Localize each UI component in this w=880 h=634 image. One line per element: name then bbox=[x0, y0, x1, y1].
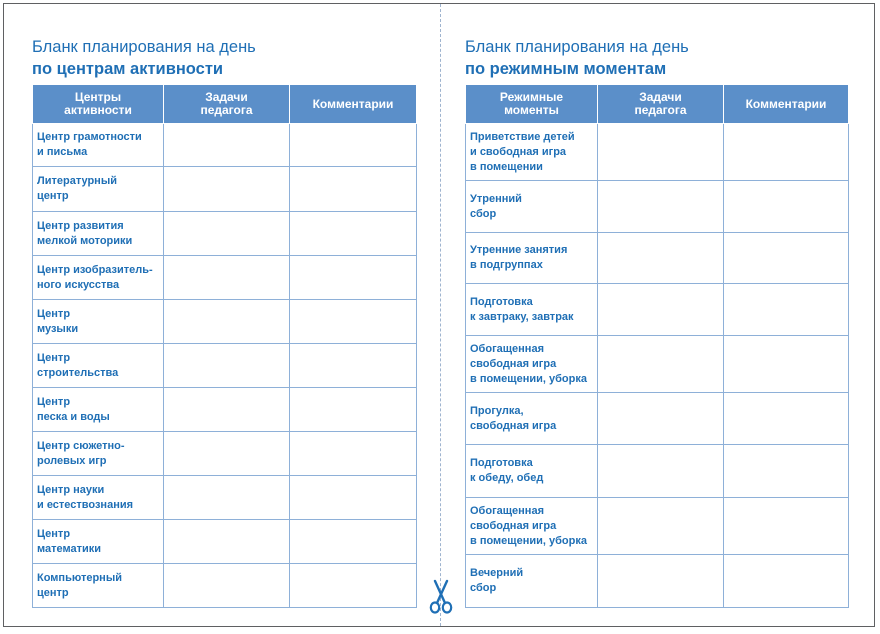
fold-line bbox=[440, 4, 441, 626]
table-row bbox=[466, 336, 849, 393]
table-row bbox=[33, 256, 417, 300]
row-label: Литературный центр bbox=[33, 167, 164, 212]
comments-cell[interactable] bbox=[724, 498, 849, 555]
row-label: Центр сюжетно- ролевых игр bbox=[33, 432, 164, 476]
row-label: Центр математики bbox=[33, 520, 164, 564]
row-label: Обогащенная свободная игра в помещении, уборка bbox=[466, 336, 598, 393]
tasks-cell[interactable] bbox=[164, 212, 290, 256]
table-row bbox=[466, 498, 849, 555]
row-label: Центр развития мелкой моторики bbox=[33, 212, 164, 256]
comments-cell[interactable] bbox=[724, 445, 849, 498]
row-label: Центр музыки bbox=[33, 300, 164, 344]
row-label: Вечерний сбор bbox=[466, 555, 598, 608]
row-label: Центр науки и естествознания bbox=[33, 476, 164, 520]
row-label: Прогулка, свободная игра bbox=[466, 393, 598, 445]
header-comments: Комментарии bbox=[724, 85, 849, 124]
table-row bbox=[33, 124, 417, 167]
planning-table-activity-centers bbox=[32, 84, 417, 608]
tasks-cell[interactable] bbox=[164, 564, 290, 608]
comments-cell[interactable] bbox=[290, 432, 417, 476]
comments-cell[interactable] bbox=[290, 388, 417, 432]
tasks-cell[interactable] bbox=[164, 476, 290, 520]
tasks-cell[interactable] bbox=[598, 498, 724, 555]
table-row bbox=[466, 233, 849, 284]
row-label: Обогащенная свободная игра в помещении, уборка bbox=[466, 498, 598, 555]
header-tasks: Задачи педагога bbox=[164, 85, 290, 124]
table-row bbox=[33, 520, 417, 564]
tasks-cell[interactable] bbox=[598, 393, 724, 445]
table-row bbox=[466, 181, 849, 233]
header-moments: Режимные моменты bbox=[466, 85, 598, 124]
comments-cell[interactable] bbox=[290, 212, 417, 256]
table-row bbox=[466, 393, 849, 445]
table-row bbox=[33, 212, 417, 256]
comments-cell[interactable] bbox=[290, 476, 417, 520]
row-label: Центр грамотности и письма bbox=[33, 124, 164, 167]
comments-cell[interactable] bbox=[724, 233, 849, 284]
table-header-row bbox=[466, 85, 849, 124]
row-label: Приветствие детей и свободная игра в помещении bbox=[466, 124, 598, 181]
comments-cell[interactable] bbox=[724, 393, 849, 445]
table-row bbox=[33, 388, 417, 432]
tasks-cell[interactable] bbox=[164, 344, 290, 388]
tasks-cell[interactable] bbox=[164, 432, 290, 476]
table-header-row bbox=[33, 85, 417, 124]
comments-cell[interactable] bbox=[724, 181, 849, 233]
comments-cell[interactable] bbox=[290, 300, 417, 344]
table-row bbox=[33, 300, 417, 344]
tasks-cell[interactable] bbox=[164, 124, 290, 167]
tasks-cell[interactable] bbox=[598, 445, 724, 498]
table-row bbox=[33, 432, 417, 476]
table-row bbox=[466, 284, 849, 336]
tasks-cell[interactable] bbox=[598, 555, 724, 608]
comments-cell[interactable] bbox=[290, 344, 417, 388]
scissors-icon bbox=[428, 579, 454, 615]
comments-cell[interactable] bbox=[724, 284, 849, 336]
comments-cell[interactable] bbox=[724, 124, 849, 181]
row-label: Подготовка к завтраку, завтрак bbox=[466, 284, 598, 336]
comments-cell[interactable] bbox=[290, 520, 417, 564]
comments-cell[interactable] bbox=[290, 564, 417, 608]
header-centers: Центры активности bbox=[33, 85, 164, 124]
comments-cell[interactable] bbox=[290, 124, 417, 167]
row-label: Компьютерный центр bbox=[33, 564, 164, 608]
table-row bbox=[466, 445, 849, 498]
table-row bbox=[33, 476, 417, 520]
row-label: Центр строительства bbox=[33, 344, 164, 388]
tasks-cell[interactable] bbox=[164, 300, 290, 344]
comments-cell[interactable] bbox=[724, 555, 849, 608]
tasks-cell[interactable] bbox=[598, 181, 724, 233]
header-tasks: Задачи педагога bbox=[598, 85, 724, 124]
header-comments: Комментарии bbox=[290, 85, 417, 124]
table-row bbox=[33, 167, 417, 212]
table-row bbox=[466, 555, 849, 608]
tasks-cell[interactable] bbox=[598, 233, 724, 284]
row-label: Центр изобразитель- ного искусства bbox=[33, 256, 164, 300]
table-row bbox=[33, 344, 417, 388]
comments-cell[interactable] bbox=[290, 167, 417, 212]
comments-cell[interactable] bbox=[290, 256, 417, 300]
tasks-cell[interactable] bbox=[164, 256, 290, 300]
tasks-cell[interactable] bbox=[164, 388, 290, 432]
comments-cell[interactable] bbox=[724, 336, 849, 393]
row-label: Подготовка к обеду, обед bbox=[466, 445, 598, 498]
tasks-cell[interactable] bbox=[598, 124, 724, 181]
page-title: Бланк планирования на день по режимным моментам bbox=[465, 38, 689, 78]
tasks-cell[interactable] bbox=[164, 520, 290, 564]
table-row bbox=[466, 124, 849, 181]
tasks-cell[interactable] bbox=[164, 167, 290, 212]
row-label: Центр песка и воды bbox=[33, 388, 164, 432]
tasks-cell[interactable] bbox=[598, 336, 724, 393]
row-label: Утренние занятия в подгруппах bbox=[466, 233, 598, 284]
row-label: Утренний сбор bbox=[466, 181, 598, 233]
page-title: Бланк планирования на день по центрам активности bbox=[32, 38, 256, 78]
table-row bbox=[33, 564, 417, 608]
planning-table-routine-moments bbox=[465, 84, 849, 608]
tasks-cell[interactable] bbox=[598, 284, 724, 336]
